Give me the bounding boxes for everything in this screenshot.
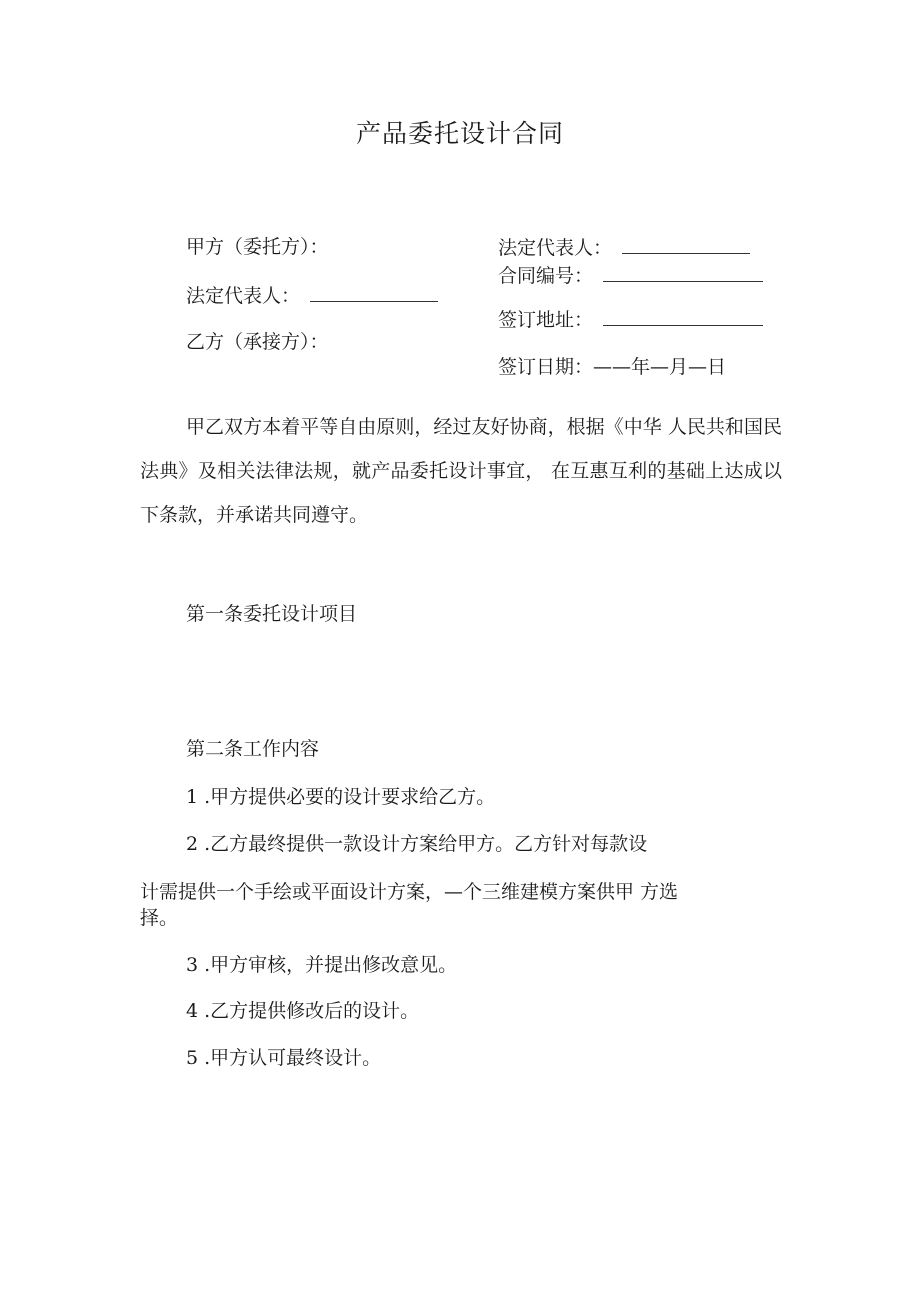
article2-item: 4 .乙方提供修改后的设计。 — [186, 1000, 420, 1022]
article2-item-continuation: 计需提供一个手绘或平面设计方案，—个三维建模方案供甲 方选 — [140, 881, 679, 903]
article2-item: 2 .乙方最终提供一款设计方案给甲方。乙方针对每款设 — [186, 833, 648, 855]
contract-no-label: 合同编号： — [498, 265, 594, 287]
article2-item: 1 .甲方提供必要的设计要求给乙方。 — [186, 786, 496, 808]
sign-address-row — [498, 307, 763, 332]
article1-heading: 第一条委托设计项目 — [186, 603, 358, 625]
contract-no-blank[interactable] — [603, 263, 763, 282]
article2-heading: 第二条工作内容 — [186, 738, 320, 760]
party-a-label: 甲方（委托方）： — [186, 236, 329, 258]
right-legal-rep-label: 法定代表人： — [498, 237, 613, 259]
document-title: 产品委托设计合同 — [355, 119, 564, 148]
right-legal-rep-row — [498, 235, 750, 260]
article2-item: 5 .甲方认可最终设计。 — [186, 1047, 382, 1069]
contract-no-row — [498, 263, 763, 288]
sign-address-blank[interactable] — [603, 307, 763, 326]
article2-item-continuation: 择。 — [140, 907, 179, 929]
party-a-legal-rep-row — [186, 283, 438, 308]
party-b-label: 乙方（承接方）： — [186, 331, 329, 353]
sign-date: 签订日期：——年—月—日 — [498, 356, 727, 378]
right-legal-rep-blank[interactable] — [622, 235, 750, 254]
article2-item: 3 .甲方审核，并提出修改意见。 — [186, 954, 458, 976]
party-a-legal-rep-blank[interactable] — [310, 283, 438, 302]
party-a-legal-rep-label: 法定代表人： — [186, 285, 301, 307]
preamble-paragraph: 甲乙双方本着平等自由原则，经过友好协商，根据《中华 人民共和国民法典》及相关法律法规，就产品委托设计事宜， 在互惠互利的基础上达成以下条款，并承诺共同遵守。 — [140, 416, 782, 526]
sign-address-label: 签订地址： — [498, 309, 594, 331]
